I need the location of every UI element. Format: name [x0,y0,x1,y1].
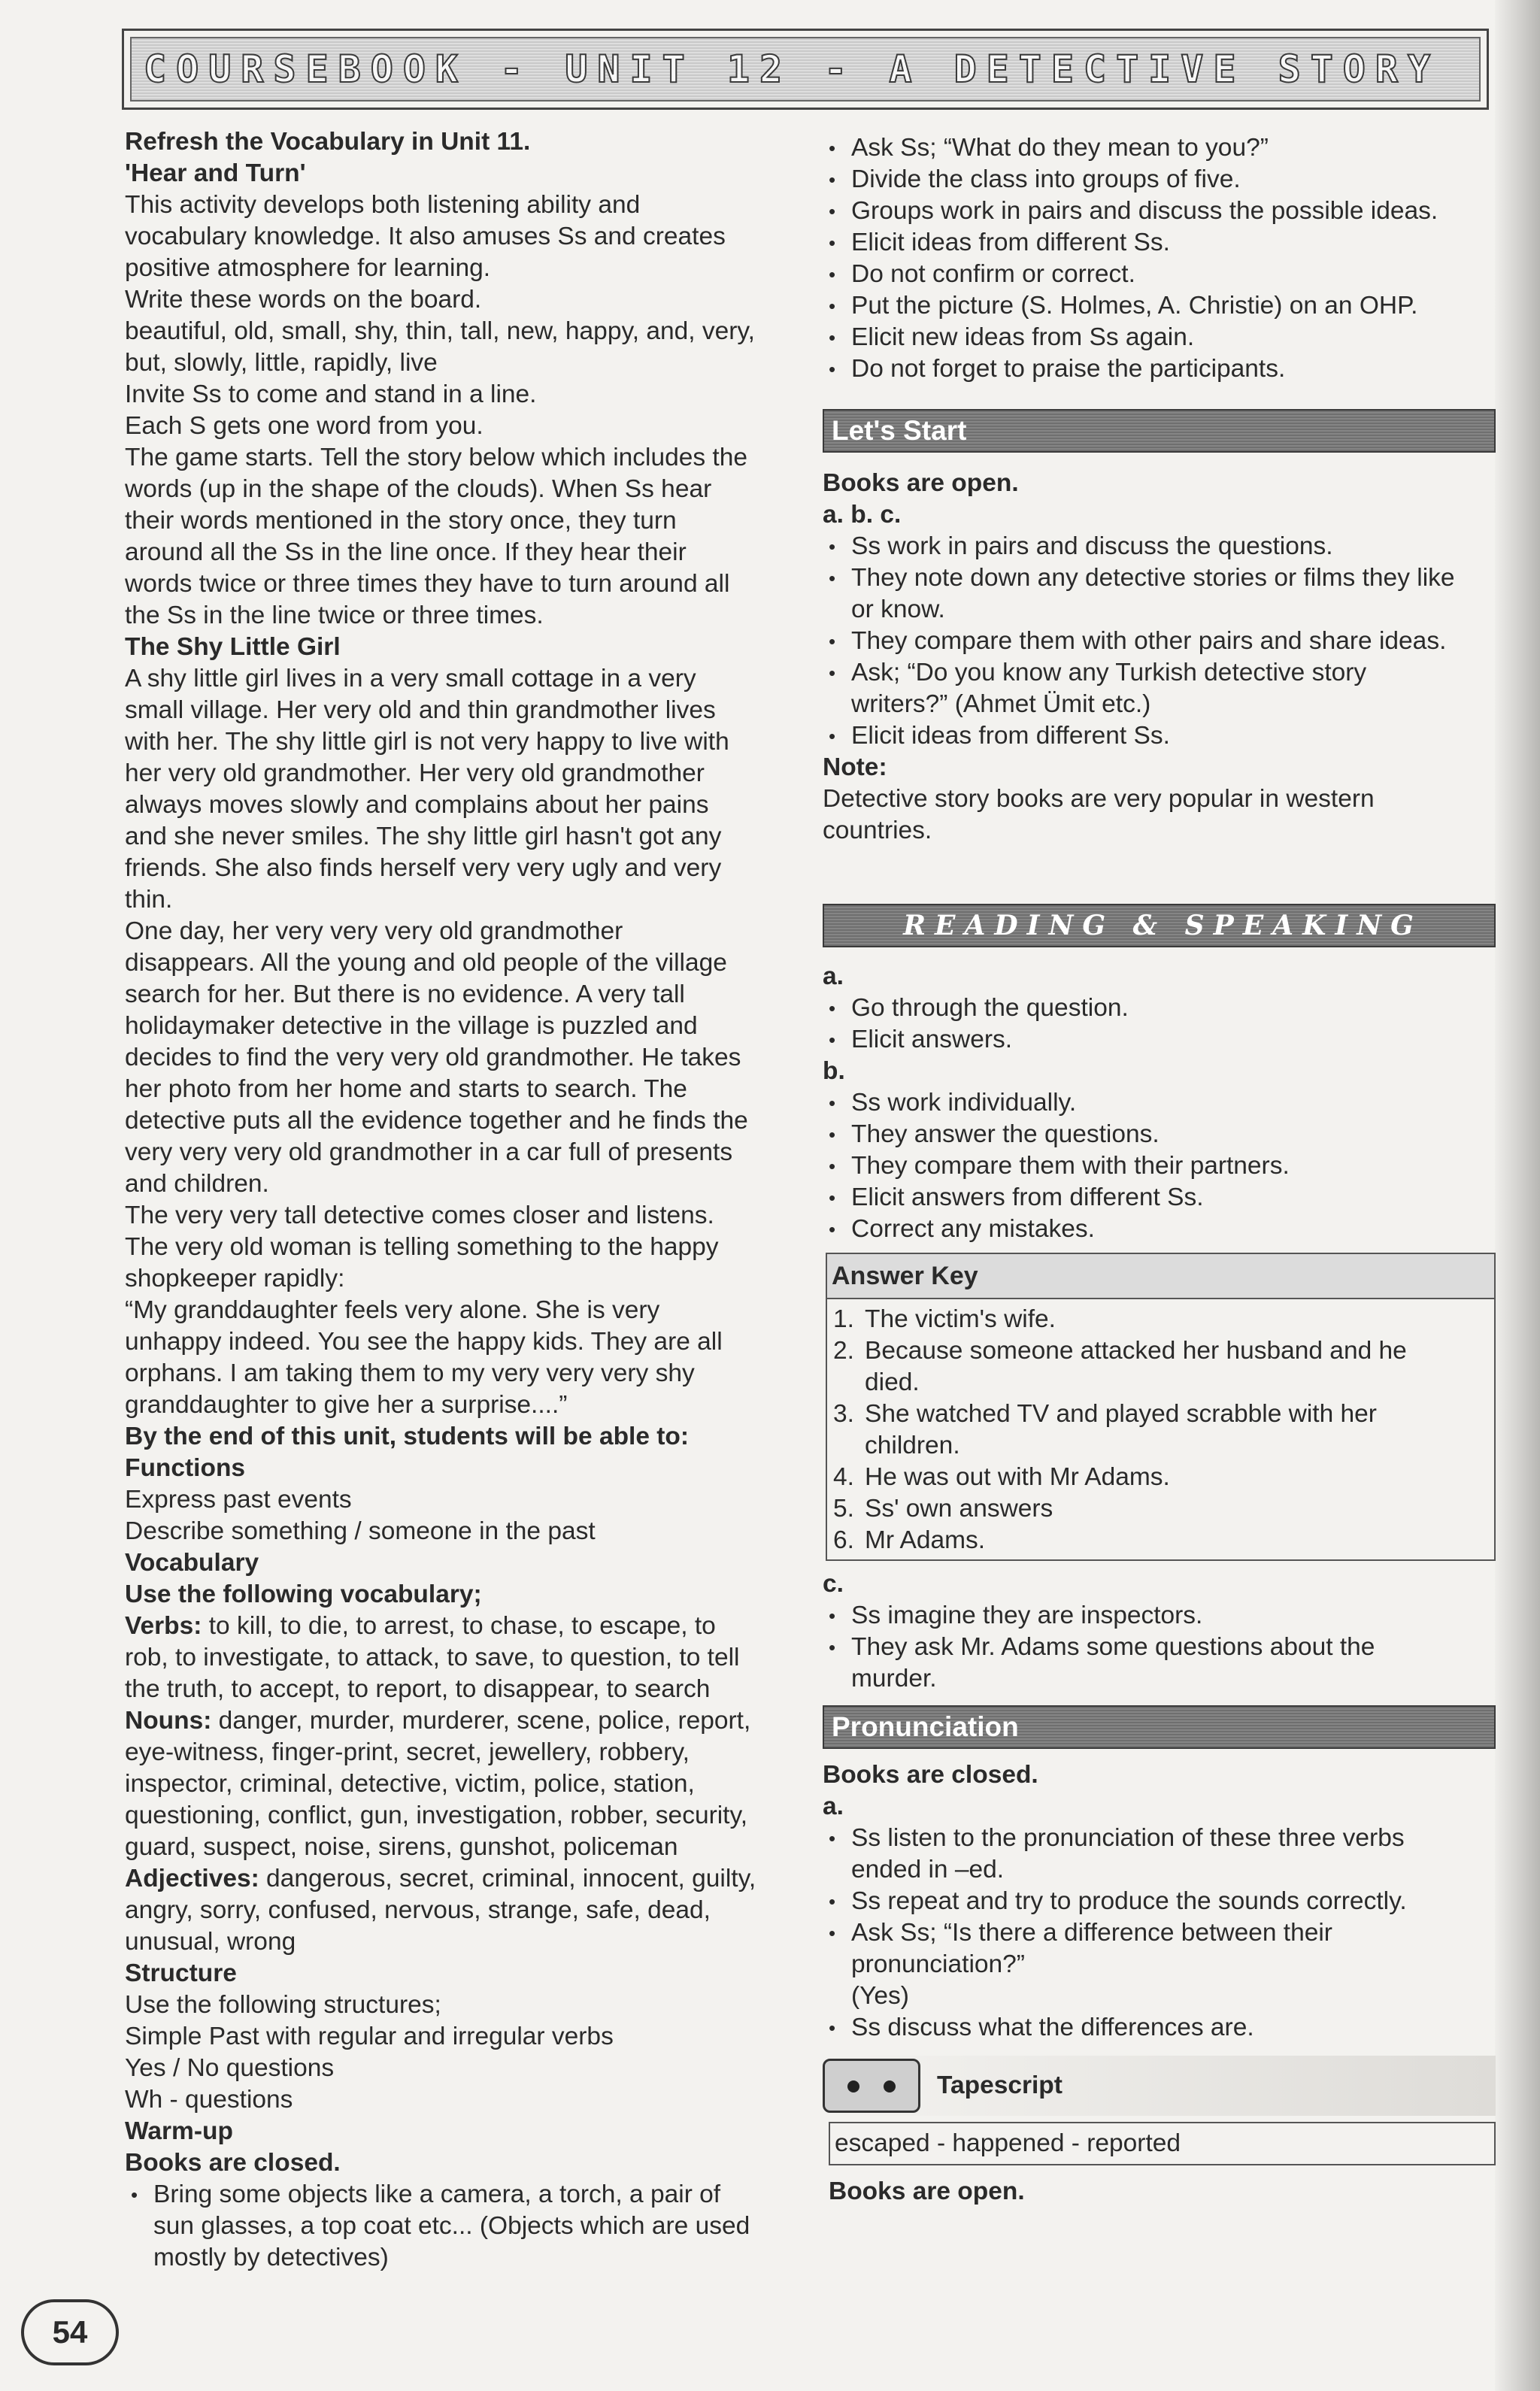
books-open-note: Books are open. [823,469,1019,497]
warmup-bullet [125,2179,802,2274]
text-line: words (up in the shape of the clouds). When Ss hear [125,475,712,503]
story-line: small village. Her very old and thin grandmother lives [125,696,716,724]
structure-item: Use the following structures; [125,1991,441,2019]
text-line: their words mentioned in the story once, they turn [125,507,677,535]
bullet-line: murder. [851,1665,937,1692]
text-line: Write these words on the board. [125,286,482,314]
bullet-item: • Ask Ss; “What do they mean to you?” [823,132,1496,164]
story-line: and she never smiles. The shy little girl hasn't got any [125,823,722,850]
page-number: 54 [52,2314,88,2350]
bullet-item [823,2012,1496,2044]
adjectives-text: dangerous, secret, criminal, innocent, guilty, [259,1865,756,1892]
text-line: beautiful, old, small, shy, thin, tall, new, happy, and, very, [125,317,755,345]
story-line: The very old woman is telling something to the happy [125,1233,719,1261]
story-line: A shy little girl lives in a very small cottage in a very [125,665,696,692]
bullet-line: writers?” (Ahmet Ümit etc.) [851,690,1151,718]
answer-text: He was out with Mr Adams. [865,1463,1170,1491]
story-line: thin. [125,886,173,914]
text-line: Invite Ss to come and stand in a line. [125,380,537,408]
bullet-item: • Elicit answers. [823,1024,1496,1056]
text-line: but, slowly, little, rapidly, live [125,349,438,377]
bullet-item: • Elicit ideas from different Ss. [823,227,1496,259]
bullet-item: • Ss work individually. [823,1087,1496,1119]
bullet-line: (Yes) [851,1982,909,2010]
verbs-label: Verbs: [125,1612,202,1640]
section-title: Let's Start [832,415,967,446]
books-open-note: Books are open. [829,2177,1025,2205]
answer-number: 5. [833,1495,854,1523]
bullet-line: • Ss repeat and try to produce the sounds correctly. [851,1887,1407,1915]
bullet-line: • They note down any detective stories or films they like [851,564,1455,592]
answer-key-heading: Answer Key [827,1254,1494,1299]
refresh-heading: Refresh the Vocabulary in Unit 11. [125,128,531,156]
verbs-line [125,1611,802,1642]
answer-item [827,1399,1494,1462]
answer-list [827,1299,1494,1559]
section-title: Pronunciation [832,1711,1019,1742]
story-line: “My granddaughter feels very alone. She is very [125,1296,660,1324]
nouns-line: guard, suspect, noise, sirens, gunshot, policeman [125,1833,678,1861]
bullet-item: • Elicit new ideas from Ss again. [823,322,1496,353]
task-label: a. [823,962,844,990]
answer-item [827,1525,1494,1556]
story-line: always moves slowly and complains about her pains [125,791,709,819]
story-line: granddaughter to give her a surprise....” [125,1391,568,1419]
tapescript-box [829,2122,1496,2165]
bullet-item: • Go through the question. [823,992,1496,1024]
tapescript-header [823,2056,1496,2116]
page-number-badge [21,2299,119,2365]
bullet-item [823,531,1496,562]
task-label: a. b. c. [823,501,902,529]
bullet-line: • Ss imagine they are inspectors. [851,1602,1203,1629]
bullet-line: sun glasses, a top coat etc... (Objects which are used [153,2212,750,2240]
bullet-line: • Ss listen to the pronunciation of these three verbs [851,1824,1405,1852]
story-line: unhappy indeed. You see the happy kids. They are all [125,1328,723,1356]
answer-number: 3. [833,1400,854,1428]
story-title: The Shy Little Girl [125,633,341,661]
nouns-line: eye-witness, finger-print, secret, jewellery, robbery, [125,1738,690,1766]
verbs-text: to kill, to die, to arrest, to chase, to escape, to [202,1612,716,1640]
text-line: the Ss in the line twice or three times. [125,602,544,629]
story-line: One day, her very very very old grandmother [125,917,623,945]
bullet-line: • They ask Mr. Adams some questions about the [851,1633,1375,1661]
tapescript-text: escaped - happened - reported [835,2129,1181,2157]
note-line: countries. [823,817,932,844]
story-line: The very very tall detective comes closer and listens. [125,1202,714,1229]
structure-item: Wh - questions [125,2086,293,2114]
structure-item: Simple Past with regular and irregular verbs [125,2023,614,2050]
vocabulary-heading: Vocabulary [125,1549,259,1577]
text-line: words twice or three times they have to turn around all [125,570,730,598]
structure-heading: Structure [125,1959,237,1987]
bullet-item [823,720,1496,752]
unit-header [122,29,1489,110]
vocabulary-instruction: Use the following vocabulary; [125,1580,482,1608]
bullet-item [823,562,1496,626]
function-item: Express past events [125,1486,352,1514]
left-column [125,126,802,2274]
nouns-label: Nouns: [125,1707,212,1735]
answer-text: The victim's wife. [865,1305,1056,1333]
hear-turn-heading: 'Hear and Turn' [125,159,306,187]
answer-text: She watched TV and played scrabble with her [865,1400,1377,1428]
bullet-line: • Bring some objects like a camera, a torch, a pair of [153,2180,721,2208]
bullet-item: • Do not confirm or correct. [823,259,1496,290]
lets-start-banner [823,409,1496,453]
bullet-item: • They answer the questions. [823,1119,1496,1150]
story-line: very very very old grandmother in a car full of presents [125,1138,733,1166]
answer-number: 6. [833,1526,854,1554]
bullet-line: or know. [851,595,945,623]
bullet-item [823,626,1496,657]
story-line: her very old grandmother. Her very old grandmother [125,759,705,787]
answer-text: Because someone attacked her husband and he [865,1337,1407,1365]
bullet-item [823,1632,1496,1695]
nouns-line: inspector, criminal, detective, victim, police, station, [125,1770,695,1798]
answer-item [827,1304,1494,1335]
bullet-item [823,657,1496,720]
story-line: holidaymaker detective in the village is puzzled and [125,1012,698,1040]
bullet-line: • Ask Ss; “Is there a difference between their [851,1919,1332,1947]
bullet-line: mostly by detectives) [153,2244,389,2271]
header-banner [130,37,1481,102]
books-closed-note: Books are closed. [823,1761,1038,1789]
bullet-line: • Ask; “Do you know any Turkish detective story [851,659,1367,686]
story-line: shopkeeper rapidly: [125,1265,345,1292]
bullet-item [823,1917,1496,2012]
task-label: b. [823,1057,845,1085]
bullet-line: • Ss work in pairs and discuss the questions. [851,532,1333,560]
story-line: friends. She also finds herself very very ugly and very [125,854,722,882]
tapescript-heading: Tapescript [937,2071,1063,2099]
answer-item [827,1335,1494,1399]
verbs-line: the truth, to accept, to report, to disappear, to search [125,1675,711,1703]
story-text [125,663,802,1421]
bullet-line: • They compare them with other pairs and share ideas. [851,627,1447,655]
structure-item: Yes / No questions [125,2054,335,2082]
story-line: her photo from her home and starts to search. The [125,1075,687,1103]
warmup-steps [823,132,1496,385]
pronunciation-banner [823,1705,1496,1749]
nouns-line: questioning, conflict, gun, investigation, robber, security, [125,1802,748,1829]
adjectives-line: unusual, wrong [125,1928,296,1956]
function-item: Describe something / someone in the past [125,1517,596,1545]
story-line: with her. The shy little girl is not very happy to live with [125,728,729,756]
text-line: This activity develops both listening ability and [125,191,641,219]
answer-text: Ss' own answers [865,1495,1053,1523]
story-line: orphans. I am taking them to my very very very shy [125,1359,695,1387]
bullet-item [823,1823,1496,1886]
answer-item [827,1493,1494,1525]
story-line: detective puts all the evidence together and he finds the [125,1107,748,1135]
story-line: search for her. But there is no evidence. A very tall [125,980,685,1008]
bullet-item: • Groups work in pairs and discuss the possible ideas. [823,195,1496,227]
answer-item [827,1462,1494,1493]
bullet-line: pronunciation?” [851,1950,1025,1978]
note-heading: Note: [823,753,887,781]
bullet-item: • Put the picture (S. Holmes, A. Christie) on an OHP. [823,290,1496,322]
bullet-item [823,1886,1496,1917]
adjectives-label: Adjectives: [125,1865,259,1892]
bullet-item: • They compare them with their partners. [823,1150,1496,1182]
answer-number: 4. [833,1463,854,1491]
right-column [823,132,1496,2208]
answer-text: died. [865,1368,920,1396]
answer-key-box [826,1253,1496,1561]
task-label: a. [823,1792,844,1820]
verbs-line: rob, to investigate, to attack, to save, to question, to tell [125,1644,740,1671]
story-line: and children. [125,1170,269,1198]
text-line: The game starts. Tell the story below which includes the [125,444,747,471]
story-line: disappears. All the young and old people of the village [125,949,727,977]
task-label: c. [823,1570,844,1598]
answer-number: 2. [833,1337,854,1365]
adjectives-line: angry, sorry, confused, nervous, strange, safe, dead, [125,1896,711,1924]
answer-text: Mr Adams. [865,1526,986,1554]
bullet-item: • Elicit answers from different Ss. [823,1182,1496,1214]
text-line: vocabulary knowledge. It also amuses Ss and creates [125,223,726,250]
functions-heading: Functions [125,1454,246,1482]
nouns-line [125,1705,802,1737]
bullet-item: • Correct any mistakes. [823,1214,1496,1245]
warmup-heading: Warm-up [125,2117,233,2145]
bullet-item [823,1600,1496,1632]
objectives-heading: By the end of this unit, students will be able to: [125,1423,690,1450]
page-edge-shadow [1495,0,1540,2391]
books-closed-note: Books are closed. [125,2149,341,2177]
bullet-line: • Elicit ideas from different Ss. [851,722,1170,750]
story-line: decides to find the very very old grandmother. He takes [125,1044,741,1071]
bullet-line: • Ss discuss what the differences are. [851,2014,1254,2041]
bullet-item: • Do not forget to praise the participants. [823,353,1496,385]
nouns-text: danger, murder, murderer, scene, police, report, [211,1707,751,1735]
answer-text: children. [865,1432,960,1459]
answer-number: 1. [833,1305,854,1333]
page-title: COURSEBOOK - UNIT 12 - A DETECTIVE STORY [144,47,1441,91]
bullet-line: ended in –ed. [851,1856,1005,1883]
text-line: Each S gets one word from you. [125,412,484,440]
note-line: Detective story books are very popular in western [823,785,1375,813]
activity-instructions [125,189,802,632]
text-line: around all the Ss in the line once. If they hear their [125,538,687,566]
text-line: positive atmosphere for learning. [125,254,491,282]
bullet-item: • Divide the class into groups of five. [823,164,1496,195]
reading-speaking-banner [823,904,1496,947]
adjectives-line [125,1863,802,1895]
cassette-icon [823,2059,920,2113]
section-title: READING & SPEAKING [903,910,1423,941]
